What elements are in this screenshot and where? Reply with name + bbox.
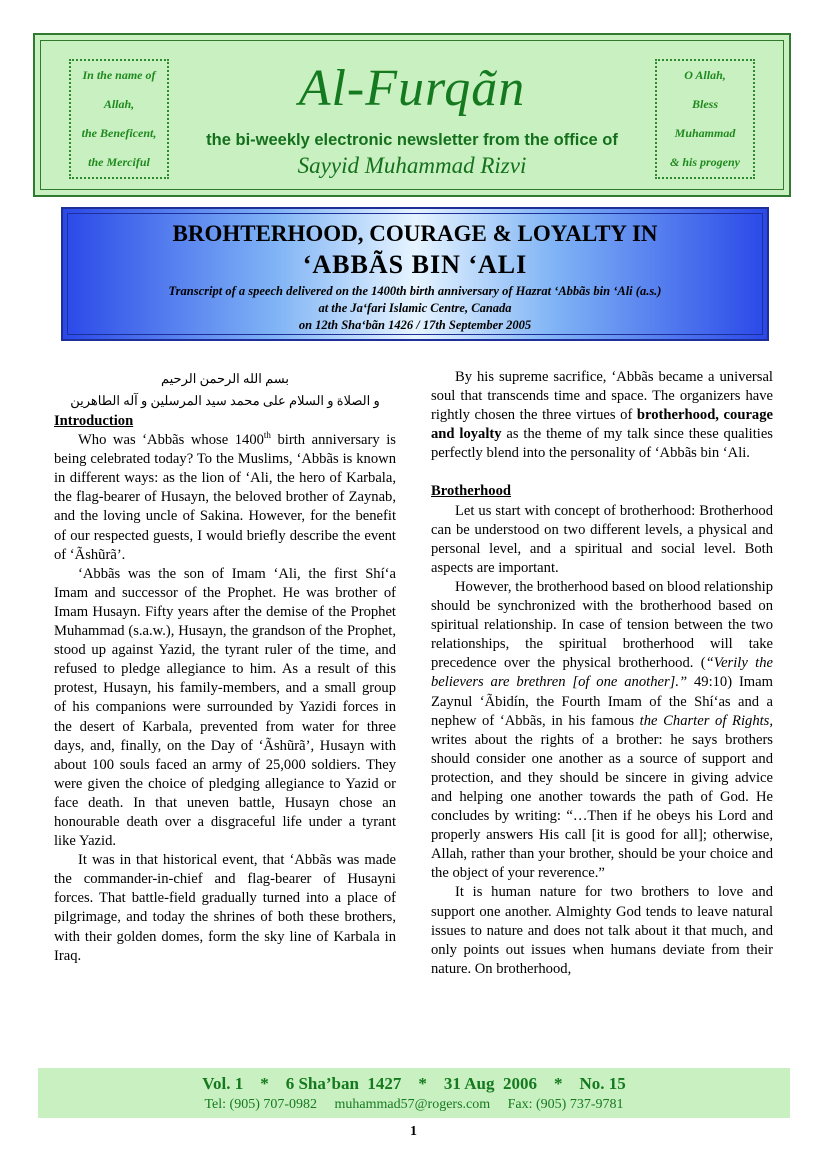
masthead bbox=[33, 33, 791, 197]
paragraph: Let us start with concept of brotherhood: Brotherhood can be understood on two different levels, a physical and personal level, and a spiritual and social level. Both aspects are important. bbox=[431, 502, 773, 576]
paragraph: ‘Abbãs was the son of Imam ‘Ali, the first Shí‘a Imam and successor of the Prophet. He was brother of Imam Husayn. Fifty years after the demise of the Prophet Muhammad (s.a.w.), Husayn, the grandson of the Prophet, stood up against Yazid, the tyrant ruler of the time, and refused to pledge allegiance to him. As a result of this protest, Husayn, his family-members, and a small group of his companions were surrounded by Yazidi forces in the desert of Karbala, prevented from water for three days, and, finally, on the Day of ‘Ãshũrã’, Husayn with about 100 souls faced an army of 25,000 soldiers. They were given the choice of pledging allegiance to Yazid or face death. In that uneven battle, Husayn chose an honourable death over a disgraceful life under a tyrant like Yazid. bbox=[54, 565, 396, 850]
page-number: 1 bbox=[410, 1124, 417, 1139]
invocation-line: Allah, bbox=[103, 97, 135, 111]
spacer bbox=[431, 463, 773, 482]
paragraph: However, the brotherhood based on blood relationship should be synchronized with the brotherhood based on spiritual relationship. In case of tension between the two relationships, the spiritual brotherhood will take precedence over the physical brotherhood. (“Verily the believers are brethren [of one another].” 49:10) Imam Zaynul ‘Ãbidín, the Fourth Imam of the Shí‘as and a nephew of ‘Abbãs, in his famous the Charter of Rights, writes about the rights of a brother: he says brothers should consider one another as a source of support and protection, and they should be sincere in giving advice and helping one another towards the path of God. He concludes by writing: “…Then if he obeys his Lord and properly answers His call [it is good for all]; otherwise, Allah, rather than your brother, should be your choice and the object of your reverence.” bbox=[431, 578, 774, 882]
invocation-line: the Beneficent, bbox=[81, 126, 157, 140]
salawat-line: O Allah, bbox=[684, 68, 726, 82]
paragraph: By his supreme sacrifice, ‘Abbãs became a universal soul that transcends time and space. The organizers have rightly chosen the three virtues of brotherhood, courage and loyalty as the theme of my talk since these qualities perfectly blend into the personality of ‘Abbãs bin ‘Ali. bbox=[431, 369, 773, 462]
salawat-text: و الصلاة و السلام على محمد سيد المرسلين و آله الطاهرين bbox=[70, 393, 380, 408]
right-column bbox=[431, 368, 773, 979]
issue-info: Vol. 1 * 6 Sha’ban 1427 * 31 Aug 2006 * No. 15 bbox=[202, 1074, 626, 1093]
invocation-line: the Merciful bbox=[88, 155, 150, 169]
salawat-line: Muhammad bbox=[674, 126, 736, 140]
section-heading-brotherhood: Brotherhood bbox=[431, 483, 512, 500]
paragraph: It is human nature for two brothers to love and support one another. Almighty God tends to leave natural issues to nature and does not talk about it that much, and only points out issues when humans deviate from their nature. On brotherhood, bbox=[431, 884, 773, 977]
salawat-line: Bless bbox=[691, 97, 718, 111]
salawat-line: & his progeny bbox=[669, 155, 740, 169]
contact-info: Tel: (905) 707-0982 muhammad57@rogers.com Fax: (905) 737-9781 bbox=[204, 1097, 624, 1112]
paragraph: Who was ‘Abbãs whose 1400th birth anniversary is being celebrated today? To the Muslims, ‘Abbãs is known in different ways: as the lion of ‘Ali, the hero of Karbala, the flag-bearer of Husayn, the beloved brother of Zaynab, and the loving uncle of Sakina. However, for the benefit of our respected guests, I would briefly describe the event of ‘Ãshũrã’. bbox=[54, 430, 396, 563]
left-column bbox=[54, 368, 396, 966]
footer-bar bbox=[38, 1068, 790, 1118]
invocation-box-right bbox=[655, 59, 755, 179]
masthead-inner-border bbox=[40, 40, 784, 190]
paragraph: It was in that historical event, that ‘Abbãs was made the commander-in-chief and flag-bearer of Husayni forces. That battle-field gradually turned into a place of pilgrimage, and today the shrines of both these brothers, with their golden domes, form the sky line of Karbala in Iraq. bbox=[54, 852, 396, 964]
newsletter-title: Al-Furqãn bbox=[298, 60, 526, 117]
article-title-banner bbox=[61, 207, 769, 341]
article-subtitle-line3: on 12th Sha‘bãn 1426 / 17th September 2005 bbox=[298, 318, 532, 332]
newsletter-author: Sayyid Muhammad Rizvi bbox=[297, 153, 527, 178]
article-title-line2: ‘ABBÃS BIN ‘ALI bbox=[302, 250, 528, 279]
article-subtitle-line1: Transcript of a speech delivered on the 1400th birth anniversary of Hazrat ‘Abbãs bin ‘Ali (a.s.) bbox=[168, 284, 662, 298]
newsletter-subtitle: the bi-weekly electronic newsletter from the office of bbox=[206, 131, 618, 149]
bismillah-text: بسم الله الرحمن الرحيم bbox=[160, 371, 289, 386]
invocation-line: In the name of bbox=[82, 68, 156, 82]
article-subtitle-line2: at the Ja‘fari Islamic Centre, Canada bbox=[318, 301, 512, 315]
article-title-line1: BROHTERHOOD, COURAGE & LOYALTY IN bbox=[172, 221, 658, 246]
section-heading-introduction: Introduction bbox=[54, 413, 134, 429]
